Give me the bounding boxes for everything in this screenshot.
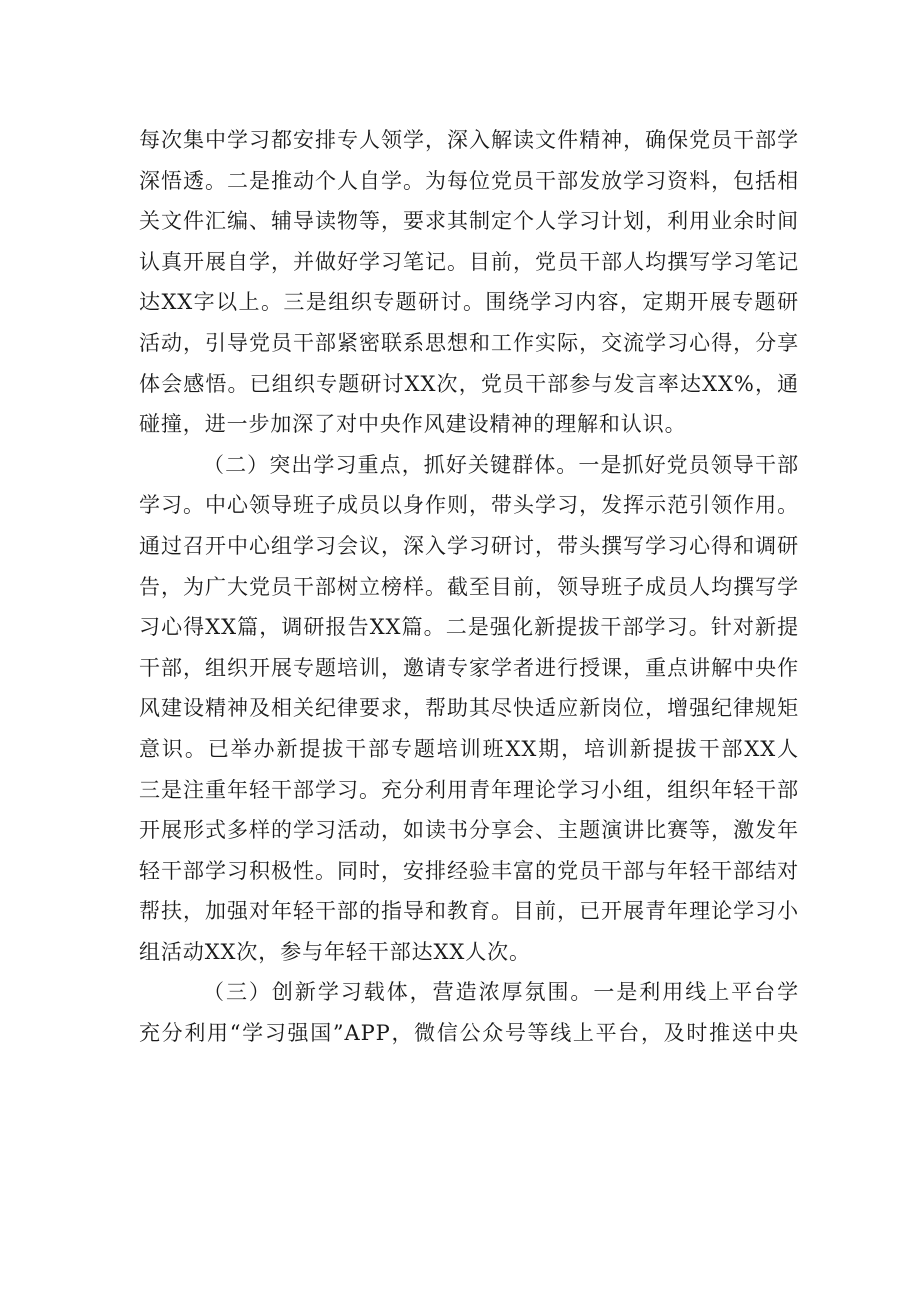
text-line: 充分利用“学习强国”APP，微信公众号等线上平台，及时推送中央 <box>139 1021 799 1046</box>
text-line: 习心得XX篇，调研报告XX篇。二是强化新提拔干部学习。针对新提 <box>139 615 799 640</box>
text-line: 轻干部学习积极性。同时，安排经验丰富的党员干部与年轻干部结对 <box>139 858 799 883</box>
text-line: 认真开展自学，并做好学习笔记。目前，党员干部人均撰写学习笔记 <box>139 249 799 274</box>
body-text <box>139 120 799 1054</box>
text-line: 深悟透。二是推动个人自学。为每位党员干部发放学习资料，包括相 <box>139 168 799 193</box>
paragraph <box>139 120 799 445</box>
paragraph <box>139 445 799 973</box>
text-line: 干部，组织开展专题培训，邀请专家学者进行授课，重点讲解中央作 <box>139 655 799 680</box>
text-line: 三是注重年轻干部学习。充分利用青年理论学习小组，组织年轻干部 <box>139 777 799 802</box>
text-line: 开展形式多样的学习活动，如读书分享会、主题演讲比赛等，激发年 <box>139 818 799 843</box>
text-line: 达XX字以上。三是组织专题研讨。围绕学习内容，定期开展专题研 <box>139 290 799 315</box>
section-heading-line: （三）创新学习载体，营造浓厚氛围。一是利用线上平台学 <box>203 980 799 1005</box>
text-line: 学习。中心领导班子成员以身作则，带头学习，发挥示范引领作用。 <box>139 493 799 518</box>
text-line: 活动，引导党员干部紧密联系思想和工作实际，交流学习心得，分享 <box>139 330 799 355</box>
paragraph <box>139 972 799 1053</box>
text-line: 每次集中学习都安排专人领学，深入解读文件精神，确保党员干部学 <box>139 128 799 152</box>
section-heading-line: （二）突出学习重点，抓好关键群体。一是抓好党员领导干部 <box>203 452 799 477</box>
text-line: 通过召开中心组学习会议，深入学习研讨，带头撰写学习心得和调研 <box>139 533 799 558</box>
text-line: 帮扶，加强对年轻干部的指导和教育。目前，已开展青年理论学习小 <box>139 899 799 924</box>
text-line: 关文件汇编、辅导读物等，要求其制定个人学习计划，利用业余时间 <box>139 209 799 234</box>
text-line: 意识。已举办新提拔干部专题培训班XX期，培训新提拔干部XX人 <box>139 736 799 761</box>
text-line: 风建设精神及相关纪律要求，帮助其尽快适应新岗位，增强纪律规矩 <box>139 696 799 721</box>
text-line: 告，为广大党员干部树立榜样。截至目前，领导班子成员人均撰写学 <box>139 574 799 599</box>
text-line: 碰撞，进一步加深了对中央作风建设精神的理解和认识。 <box>139 412 687 437</box>
text-line: 组活动XX次，参与年轻干部达XX人次。 <box>139 939 531 964</box>
text-line: 体会感悟。已组织专题研讨XX次，党员干部参与发言率达XX%，通 <box>139 371 799 396</box>
